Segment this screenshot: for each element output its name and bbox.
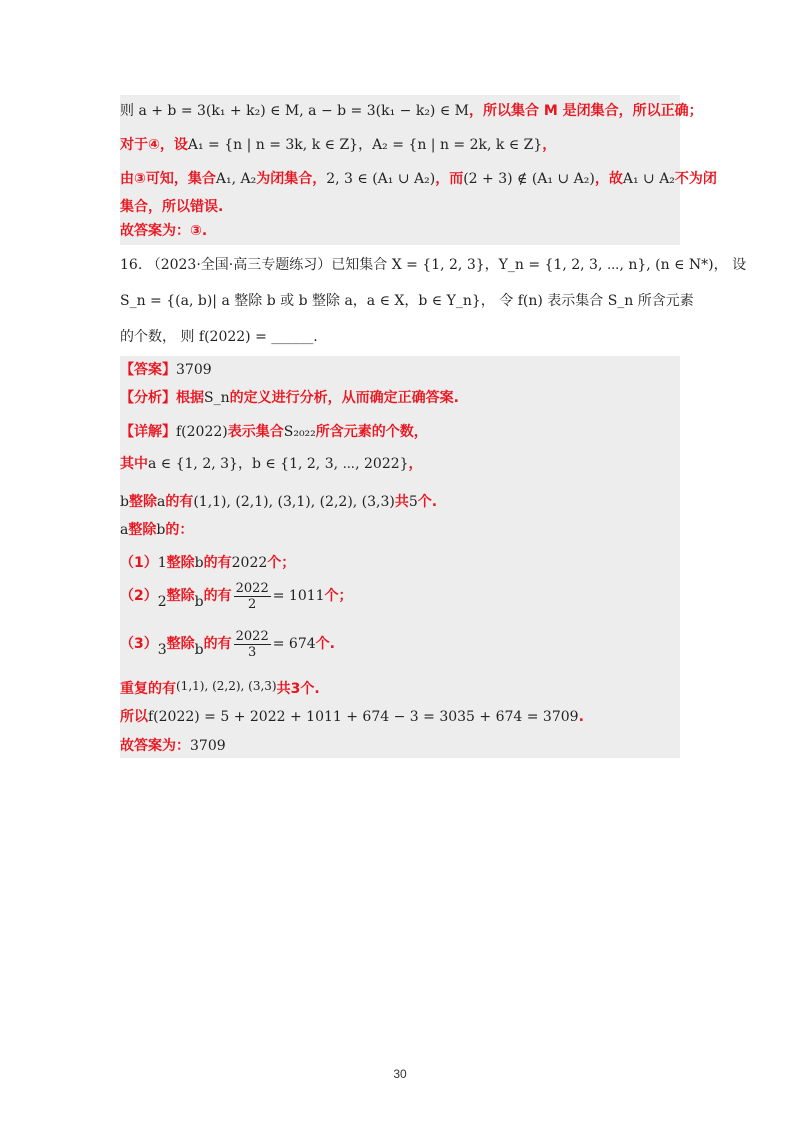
question-text: 整除 xyxy=(234,293,263,309)
solution-text: ，故 xyxy=(594,171,623,187)
math-expression: S₂₀₂₂ xyxy=(283,424,316,440)
fraction-denominator: 3 xyxy=(248,644,257,660)
detail-label: 【详解】 xyxy=(120,424,176,440)
solution-text: 所以 xyxy=(120,709,148,725)
math-expression: f(2022) = 5 + 2022 + 1011 + 674 − 3 = 3035 + 674 = 3709 xyxy=(148,709,579,725)
solution-text: 不为闭 xyxy=(674,171,717,187)
solution-text: 个； xyxy=(267,555,296,571)
math-expression: A₁, A₂ xyxy=(215,171,257,187)
fraction xyxy=(234,581,271,612)
fraction-denominator: 2 xyxy=(248,596,257,612)
solution-text: . xyxy=(578,709,584,725)
fraction-numerator: 2022 xyxy=(235,628,269,644)
solution-text: 个. xyxy=(315,636,335,652)
analysis-label: 【分析】 xyxy=(120,390,176,406)
answer-label: 【答案】 xyxy=(120,362,176,378)
solution-text: 的有 xyxy=(203,588,232,604)
math-expression: f(2022) xyxy=(176,424,228,440)
solution-text: 对于④，设 xyxy=(120,137,188,153)
sum-line xyxy=(120,707,584,727)
math-expression: S_n xyxy=(607,293,634,309)
math-expression: (1,1), (2,2), (3,3) xyxy=(176,679,277,693)
question-text: ， 设 xyxy=(713,257,747,273)
math-expression: 5 xyxy=(408,494,418,510)
solution-text: 的有 xyxy=(165,494,194,510)
math-expression: S_n = {(a, b)| a xyxy=(120,293,230,309)
math-expression: A₁ = {n | n = 3k, k ∈ Z}，A₂ = {n | n = 2k, k ∈ Z} xyxy=(187,137,543,153)
detail-line-3 xyxy=(120,492,437,512)
final-answer-line xyxy=(120,736,226,756)
solution-text: 整除 xyxy=(166,588,195,604)
solution-line-1 xyxy=(120,101,703,121)
solution-text: 的有 xyxy=(203,636,232,652)
solution-text: （2） xyxy=(120,588,158,604)
math-expression: 3 xyxy=(157,642,167,658)
question-text: 所含元素 xyxy=(637,293,694,309)
solution-text: 根据 xyxy=(176,390,204,406)
math-expression: 1 xyxy=(157,555,167,571)
math-expression: A₁ ∪ A₂ xyxy=(622,171,675,187)
math-expression: b xyxy=(120,494,129,510)
math-expression: (1,1), (2,1), (3,1), (2,2), (3,3) xyxy=(193,494,395,510)
math-expression: b xyxy=(266,293,276,309)
solution-text: 共3个. xyxy=(276,681,320,697)
solution-line-4: 集合，所以错误. xyxy=(120,199,224,215)
solution-line-3 xyxy=(120,169,717,189)
question-line-2 xyxy=(120,291,694,311)
solution-text: 共 xyxy=(394,494,409,510)
math-expression: b xyxy=(194,555,204,571)
question-text: 或 xyxy=(280,293,295,309)
math-expression: b xyxy=(156,522,166,538)
final-answer-value: 3709 xyxy=(190,738,226,754)
solution-line-2 xyxy=(120,135,556,155)
math-expression: a xyxy=(120,522,129,538)
solution-block-16 xyxy=(120,356,680,758)
question-line-1 xyxy=(120,255,746,275)
solution-text: ， xyxy=(542,137,557,153)
duplicate-line xyxy=(120,676,320,699)
fraction xyxy=(234,629,271,660)
math-expression: 2022 xyxy=(231,555,268,571)
fraction-numerator: 2022 xyxy=(235,580,269,596)
solution-block-previous xyxy=(120,95,717,245)
detail-line-2 xyxy=(120,454,423,474)
solution-text: ，所以集合 M 是闭集合，所以正确； xyxy=(469,103,703,119)
solution-text: 为闭集合， xyxy=(256,171,327,187)
solution-line-5: 故答案为：③. xyxy=(120,223,208,239)
math-expression: b xyxy=(194,594,204,610)
solution-text: 整除 xyxy=(166,555,195,571)
math-expression: (2 + 3) ∉ (A₁ ∪ A₂) xyxy=(463,171,595,187)
case-3-line xyxy=(120,626,335,668)
math-expression: = 674 xyxy=(272,636,316,652)
solution-text: 的有 xyxy=(203,555,232,571)
math-expression: f(n) xyxy=(517,293,543,309)
question-line-3 xyxy=(120,327,318,347)
detail-line-1 xyxy=(120,422,428,442)
solution-text: 其中 xyxy=(120,456,148,472)
solution-text: ， xyxy=(408,456,423,472)
solution-text: 表示集合 xyxy=(227,424,284,440)
math-expression: b xyxy=(298,293,308,309)
answer-line xyxy=(120,360,212,380)
solution-text: 个. xyxy=(417,494,438,510)
question-text: 整除 xyxy=(312,293,340,309)
math-expression: 则 a + b = 3(k₁ + k₂) ∈ M, a − b = 3(k₁ − k₂) ∈ M xyxy=(120,103,469,119)
math-expression: b xyxy=(194,642,204,658)
solution-text: （3） xyxy=(120,636,158,652)
math-expression: = 1011 xyxy=(272,588,325,604)
math-expression: 2 xyxy=(157,594,167,610)
math-expression: X = {1, 2, 3}，Y_n = {1, 2, 3, ⋯, n}, (n ∈ N*) xyxy=(391,257,714,273)
solution-text: 由③可知，集合 xyxy=(120,171,216,187)
solution-text: 个； xyxy=(324,588,353,604)
solution-text: 整除 xyxy=(128,494,157,510)
question-text: ， 令 xyxy=(480,293,514,309)
solution-text: 的定义进行分析，从而确定正确答案. xyxy=(229,390,459,406)
analysis-line xyxy=(120,388,459,408)
math-expression: S_n xyxy=(204,390,230,406)
final-answer-label: 故答案为： xyxy=(120,738,190,754)
detail-line-4 xyxy=(120,520,193,540)
solution-text: 重复的有 xyxy=(120,681,176,697)
solution-text: ，而 xyxy=(435,171,464,187)
page-number: 30 xyxy=(393,1067,407,1081)
math-expression: a ∈ {1, 2, 3}，b ∈ {1, 2, 3, ⋯, 2022} xyxy=(148,456,409,472)
math-expression: a，a ∈ X，b ∈ Y_n} xyxy=(344,293,481,309)
case-2-line xyxy=(120,578,353,620)
question-text: 表示集合 xyxy=(547,293,604,309)
solution-text: 整除 xyxy=(166,636,195,652)
math-expression: 2, 3 ∈ (A₁ ∪ A₂) xyxy=(326,171,436,187)
case-1-line xyxy=(120,553,295,573)
answer-value: 3709 xyxy=(176,362,212,378)
solution-text: 所含元素的个数， xyxy=(315,424,428,440)
solution-text: （1） xyxy=(120,555,158,571)
solution-text: 整除 xyxy=(128,522,157,538)
math-expression: a xyxy=(156,494,166,510)
question-text: 的个数， 则 xyxy=(120,329,195,345)
question-text: 16. （2023·全国·高三专题练习）已知集合 xyxy=(120,257,388,273)
math-expression: f(2022) = ______. xyxy=(198,329,318,345)
solution-text: 的： xyxy=(165,522,194,538)
